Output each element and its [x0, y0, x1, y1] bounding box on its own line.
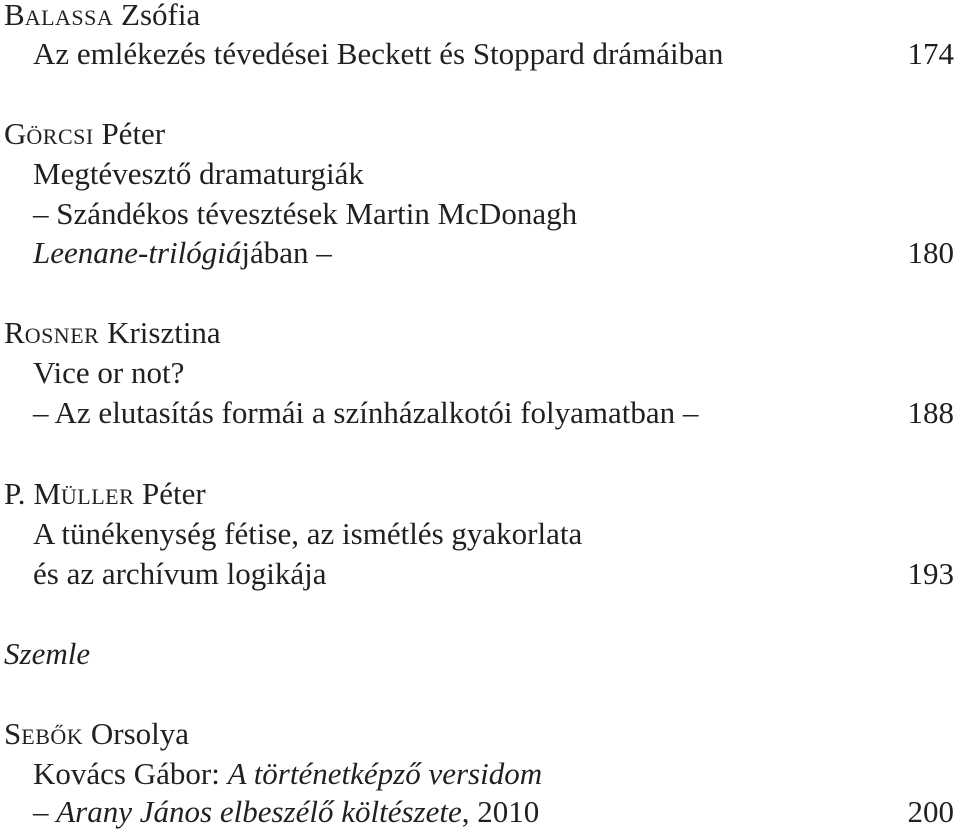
- author-initial: G: [4, 116, 27, 151]
- title-text: Az emlékezés tévedései Beckett és Stoppard drámáiban: [33, 36, 724, 71]
- title-text: – Az elutasítás formái a színházalkotói folyamatban –: [33, 395, 699, 430]
- author-initial: S: [4, 716, 22, 751]
- title-text: Vice or not?: [33, 355, 185, 390]
- title-regular: Kovács Gábor:: [33, 756, 228, 791]
- title-italic: Arany János elbeszélő költészete: [56, 794, 462, 829]
- page-number: 174: [907, 36, 954, 71]
- section-label: Szemle: [4, 636, 91, 671]
- page-number: 193: [907, 556, 954, 591]
- title-text: A tünékenység fétise, az ismétlés gyakorlata: [33, 516, 583, 551]
- author-prefix: P.: [4, 476, 34, 511]
- author-surname: EBŐK: [21, 724, 84, 749]
- page-number: 188: [907, 395, 954, 430]
- author-given: Zsófia: [121, 0, 201, 32]
- title-regular: , 2010: [461, 794, 540, 829]
- author-surname: ÜLLER: [60, 484, 135, 509]
- title-italic: Leenane-trilógiá: [33, 235, 242, 270]
- author-given: Orsolya: [90, 716, 190, 751]
- author-given: Péter: [101, 116, 166, 151]
- author-surname: ALASSA: [24, 5, 114, 30]
- author-surname: OSNER: [24, 323, 100, 348]
- author-given: Krisztina: [107, 315, 221, 350]
- title-text: és az archívum logikája: [33, 556, 327, 591]
- author-initial: R: [4, 315, 25, 350]
- author-given: Péter: [142, 476, 206, 511]
- title-text: Megtévesztő dramaturgiák: [33, 156, 364, 191]
- author-surname: ÖRCSI: [26, 124, 94, 149]
- title-text: – Szándékos tévesztések Martin McDonagh: [33, 196, 578, 231]
- title-dash: –: [33, 794, 57, 829]
- title-regular: jában –: [241, 235, 332, 270]
- page-number: 180: [907, 235, 954, 270]
- page-number: 200: [907, 794, 954, 829]
- title-italic: A történetképző versidom: [227, 756, 543, 791]
- author-initial: M: [33, 476, 61, 511]
- author-initial: B: [4, 0, 25, 32]
